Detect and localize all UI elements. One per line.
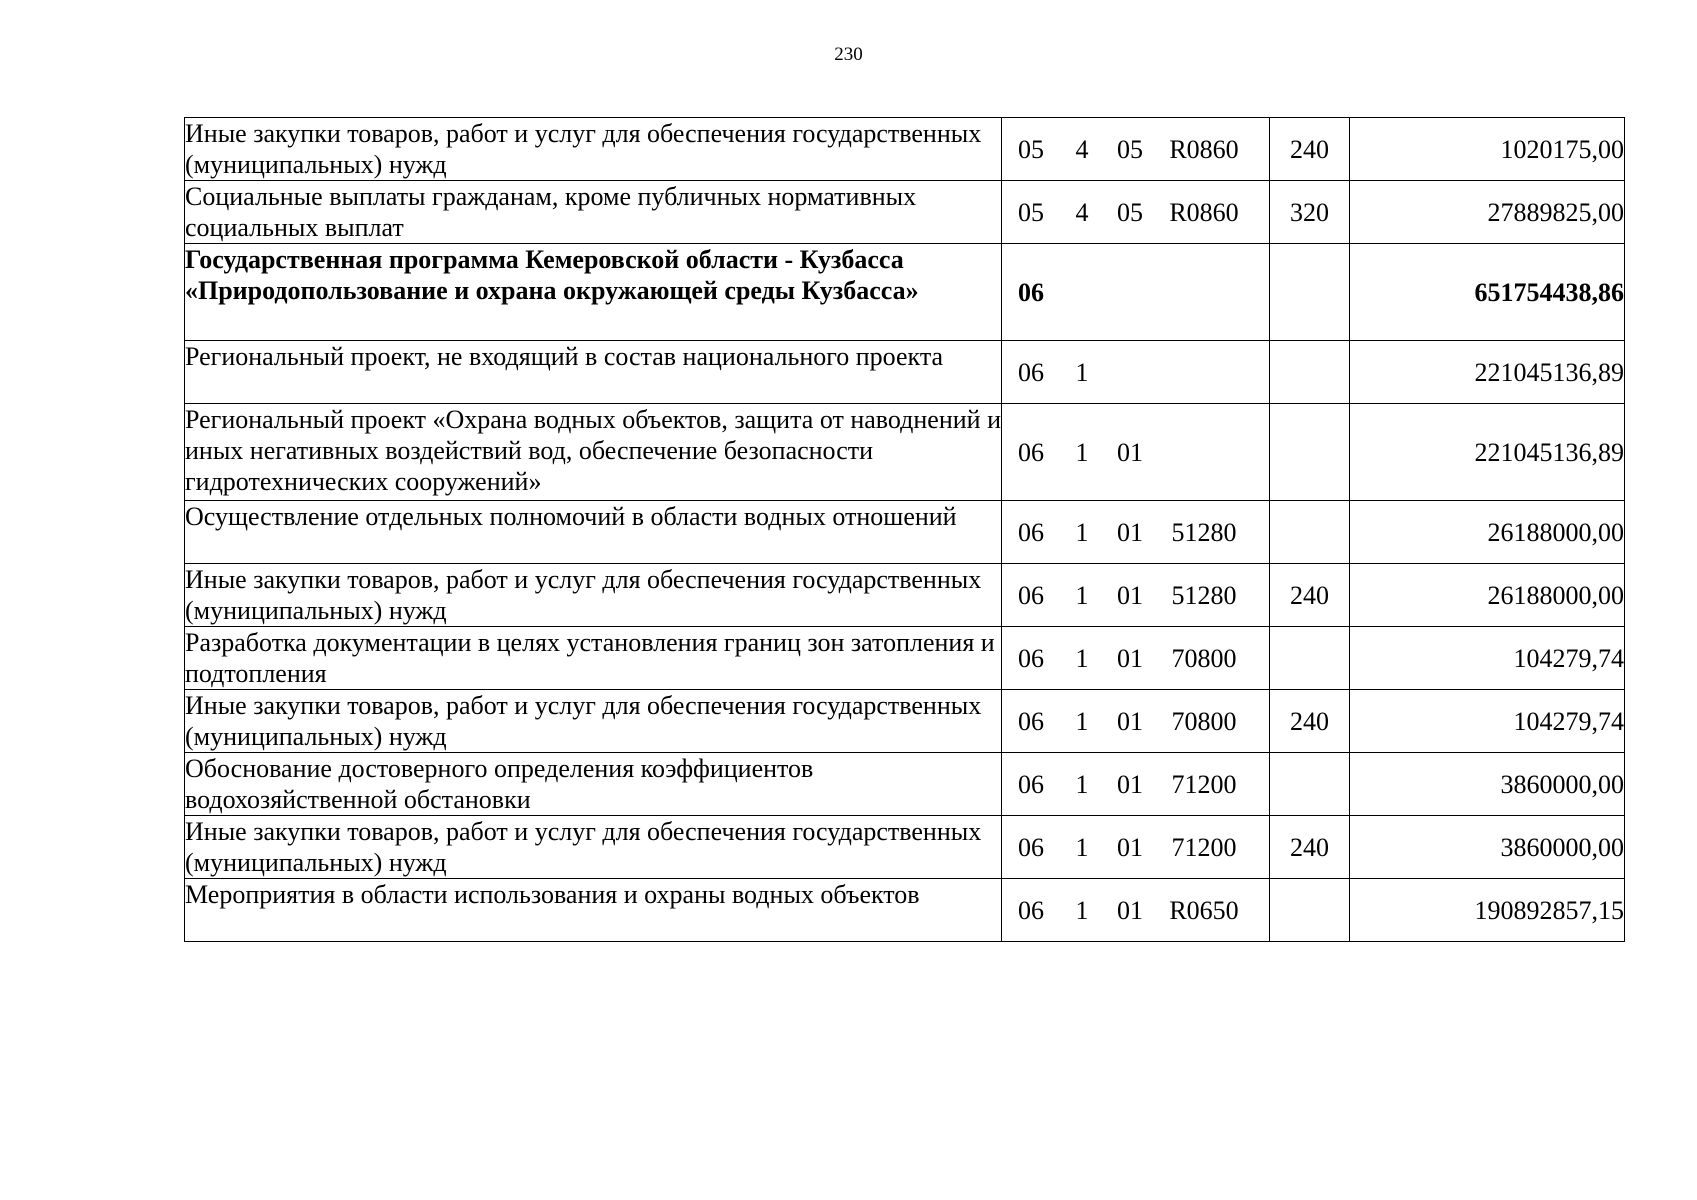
row-code — [1002, 753, 1270, 816]
code-part: 06 — [1018, 706, 1044, 736]
row-sum: 1020175,00 — [1350, 118, 1625, 181]
row-expense-type — [1270, 404, 1350, 501]
row-code — [1002, 341, 1270, 404]
row-sum: 104279,74 — [1350, 690, 1625, 753]
budget-table — [184, 117, 1625, 942]
code-part: 71200 — [1171, 769, 1237, 799]
row-sum: 3860000,00 — [1350, 816, 1625, 879]
row-expense-type: 320 — [1270, 181, 1350, 244]
code-part: R0860 — [1169, 134, 1239, 164]
row-expense-type — [1270, 501, 1350, 564]
code-part: 01 — [1117, 769, 1143, 799]
row-expense-type — [1270, 244, 1350, 341]
table-row — [185, 181, 1625, 244]
row-name: Региональный проект «Охрана водных объектов, защита от наводнений и иных негативных воздействий вод, обеспечение безопасности гидротехнических сооружений» — [185, 404, 1002, 501]
row-sum: 190892857,15 — [1350, 879, 1625, 942]
code-part: 70800 — [1171, 643, 1237, 673]
table-row — [185, 627, 1625, 690]
row-code — [1002, 244, 1270, 341]
row-name: Государственная программа Кемеровской области - Кузбасса «Природопользование и охрана окружающей среды Кузбасса» — [185, 244, 1002, 341]
code-part: R0860 — [1169, 197, 1239, 227]
code-part: 1 — [1075, 580, 1089, 610]
row-expense-type — [1270, 341, 1350, 404]
row-name: Иные закупки товаров, работ и услуг для обеспечения государственных (муниципальных) нужд — [185, 690, 1002, 753]
code-part: 06 — [1018, 895, 1044, 925]
row-expense-type — [1270, 627, 1350, 690]
row-code — [1002, 118, 1270, 181]
code-part: 01 — [1117, 895, 1143, 925]
table-row — [185, 816, 1625, 879]
row-code — [1002, 564, 1270, 627]
code-part: 1 — [1075, 437, 1089, 467]
row-sum: 221045136,89 — [1350, 404, 1625, 501]
page-number: 230 — [834, 44, 863, 65]
row-code — [1002, 404, 1270, 501]
row-expense-type: 240 — [1270, 690, 1350, 753]
row-name: Мероприятия в области использования и охраны водных объектов — [185, 879, 1002, 942]
code-part: 01 — [1117, 437, 1143, 467]
row-name: Иные закупки товаров, работ и услуг для обеспечения государственных (муниципальных) нужд — [185, 118, 1002, 181]
row-name: Региональный проект, не входящий в состав национального проекта — [185, 341, 1002, 404]
row-code — [1002, 816, 1270, 879]
code-part: 05 — [1018, 197, 1044, 227]
table-row — [185, 404, 1625, 501]
code-part: 06 — [1018, 643, 1044, 673]
code-part: 70800 — [1171, 706, 1237, 736]
code-part: 01 — [1117, 832, 1143, 862]
code-part: 1 — [1075, 769, 1089, 799]
row-name: Обоснование достоверного определения коэффициентов водохозяйственной обстановки — [185, 753, 1002, 816]
code-part: 06 — [1018, 437, 1044, 467]
row-code — [1002, 181, 1270, 244]
row-sum: 104279,74 — [1350, 627, 1625, 690]
code-part: 51280 — [1171, 517, 1237, 547]
code-part: 06 — [1018, 769, 1044, 799]
row-code — [1002, 627, 1270, 690]
row-sum: 27889825,00 — [1350, 181, 1625, 244]
code-part: 01 — [1117, 517, 1143, 547]
code-part: 06 — [1018, 832, 1044, 862]
code-part: 06 — [1018, 580, 1044, 610]
row-sum: 221045136,89 — [1350, 341, 1625, 404]
code-part: 06 — [1018, 357, 1044, 387]
code-part: 05 — [1018, 134, 1044, 164]
code-part: 1 — [1075, 517, 1089, 547]
table-row-program — [185, 244, 1625, 341]
code-part: 01 — [1117, 706, 1143, 736]
row-name: Осуществление отдельных полномочий в области водных отношений — [185, 501, 1002, 564]
table-row — [185, 564, 1625, 627]
row-code — [1002, 690, 1270, 753]
row-name: Иные закупки товаров, работ и услуг для обеспечения государственных (муниципальных) нужд — [185, 816, 1002, 879]
code-part: 1 — [1075, 706, 1089, 736]
code-part: 05 — [1117, 134, 1143, 164]
code-part: 51280 — [1171, 580, 1237, 610]
table-row — [185, 879, 1625, 942]
code-part: 71200 — [1171, 832, 1237, 862]
table-row — [185, 753, 1625, 816]
row-expense-type: 240 — [1270, 816, 1350, 879]
code-part: 05 — [1117, 197, 1143, 227]
code-part: 06 — [1018, 277, 1044, 307]
table-row — [185, 501, 1625, 564]
code-part: 1 — [1075, 643, 1089, 673]
row-expense-type: 240 — [1270, 564, 1350, 627]
code-part: 4 — [1075, 197, 1089, 227]
table-row — [185, 341, 1625, 404]
row-sum: 651754438,86 — [1350, 244, 1625, 341]
row-sum: 26188000,00 — [1350, 501, 1625, 564]
row-expense-type — [1270, 753, 1350, 816]
row-sum: 26188000,00 — [1350, 564, 1625, 627]
row-name: Разработка документации в целях установления границ зон затопления и подтопления — [185, 627, 1002, 690]
row-name: Социальные выплаты гражданам, кроме публичных нормативных социальных выплат — [185, 181, 1002, 244]
code-part: R0650 — [1169, 895, 1239, 925]
code-part: 01 — [1117, 643, 1143, 673]
code-part: 01 — [1117, 580, 1143, 610]
code-part: 1 — [1075, 832, 1089, 862]
row-name: Иные закупки товаров, работ и услуг для обеспечения государственных (муниципальных) нужд — [185, 564, 1002, 627]
code-part: 1 — [1075, 895, 1089, 925]
code-part: 06 — [1018, 517, 1044, 547]
row-expense-type: 240 — [1270, 118, 1350, 181]
table-row — [185, 118, 1625, 181]
row-code — [1002, 879, 1270, 942]
code-part: 4 — [1075, 134, 1089, 164]
table-row — [185, 690, 1625, 753]
code-part: 1 — [1075, 357, 1089, 387]
row-expense-type — [1270, 879, 1350, 942]
row-sum: 3860000,00 — [1350, 753, 1625, 816]
row-code — [1002, 501, 1270, 564]
